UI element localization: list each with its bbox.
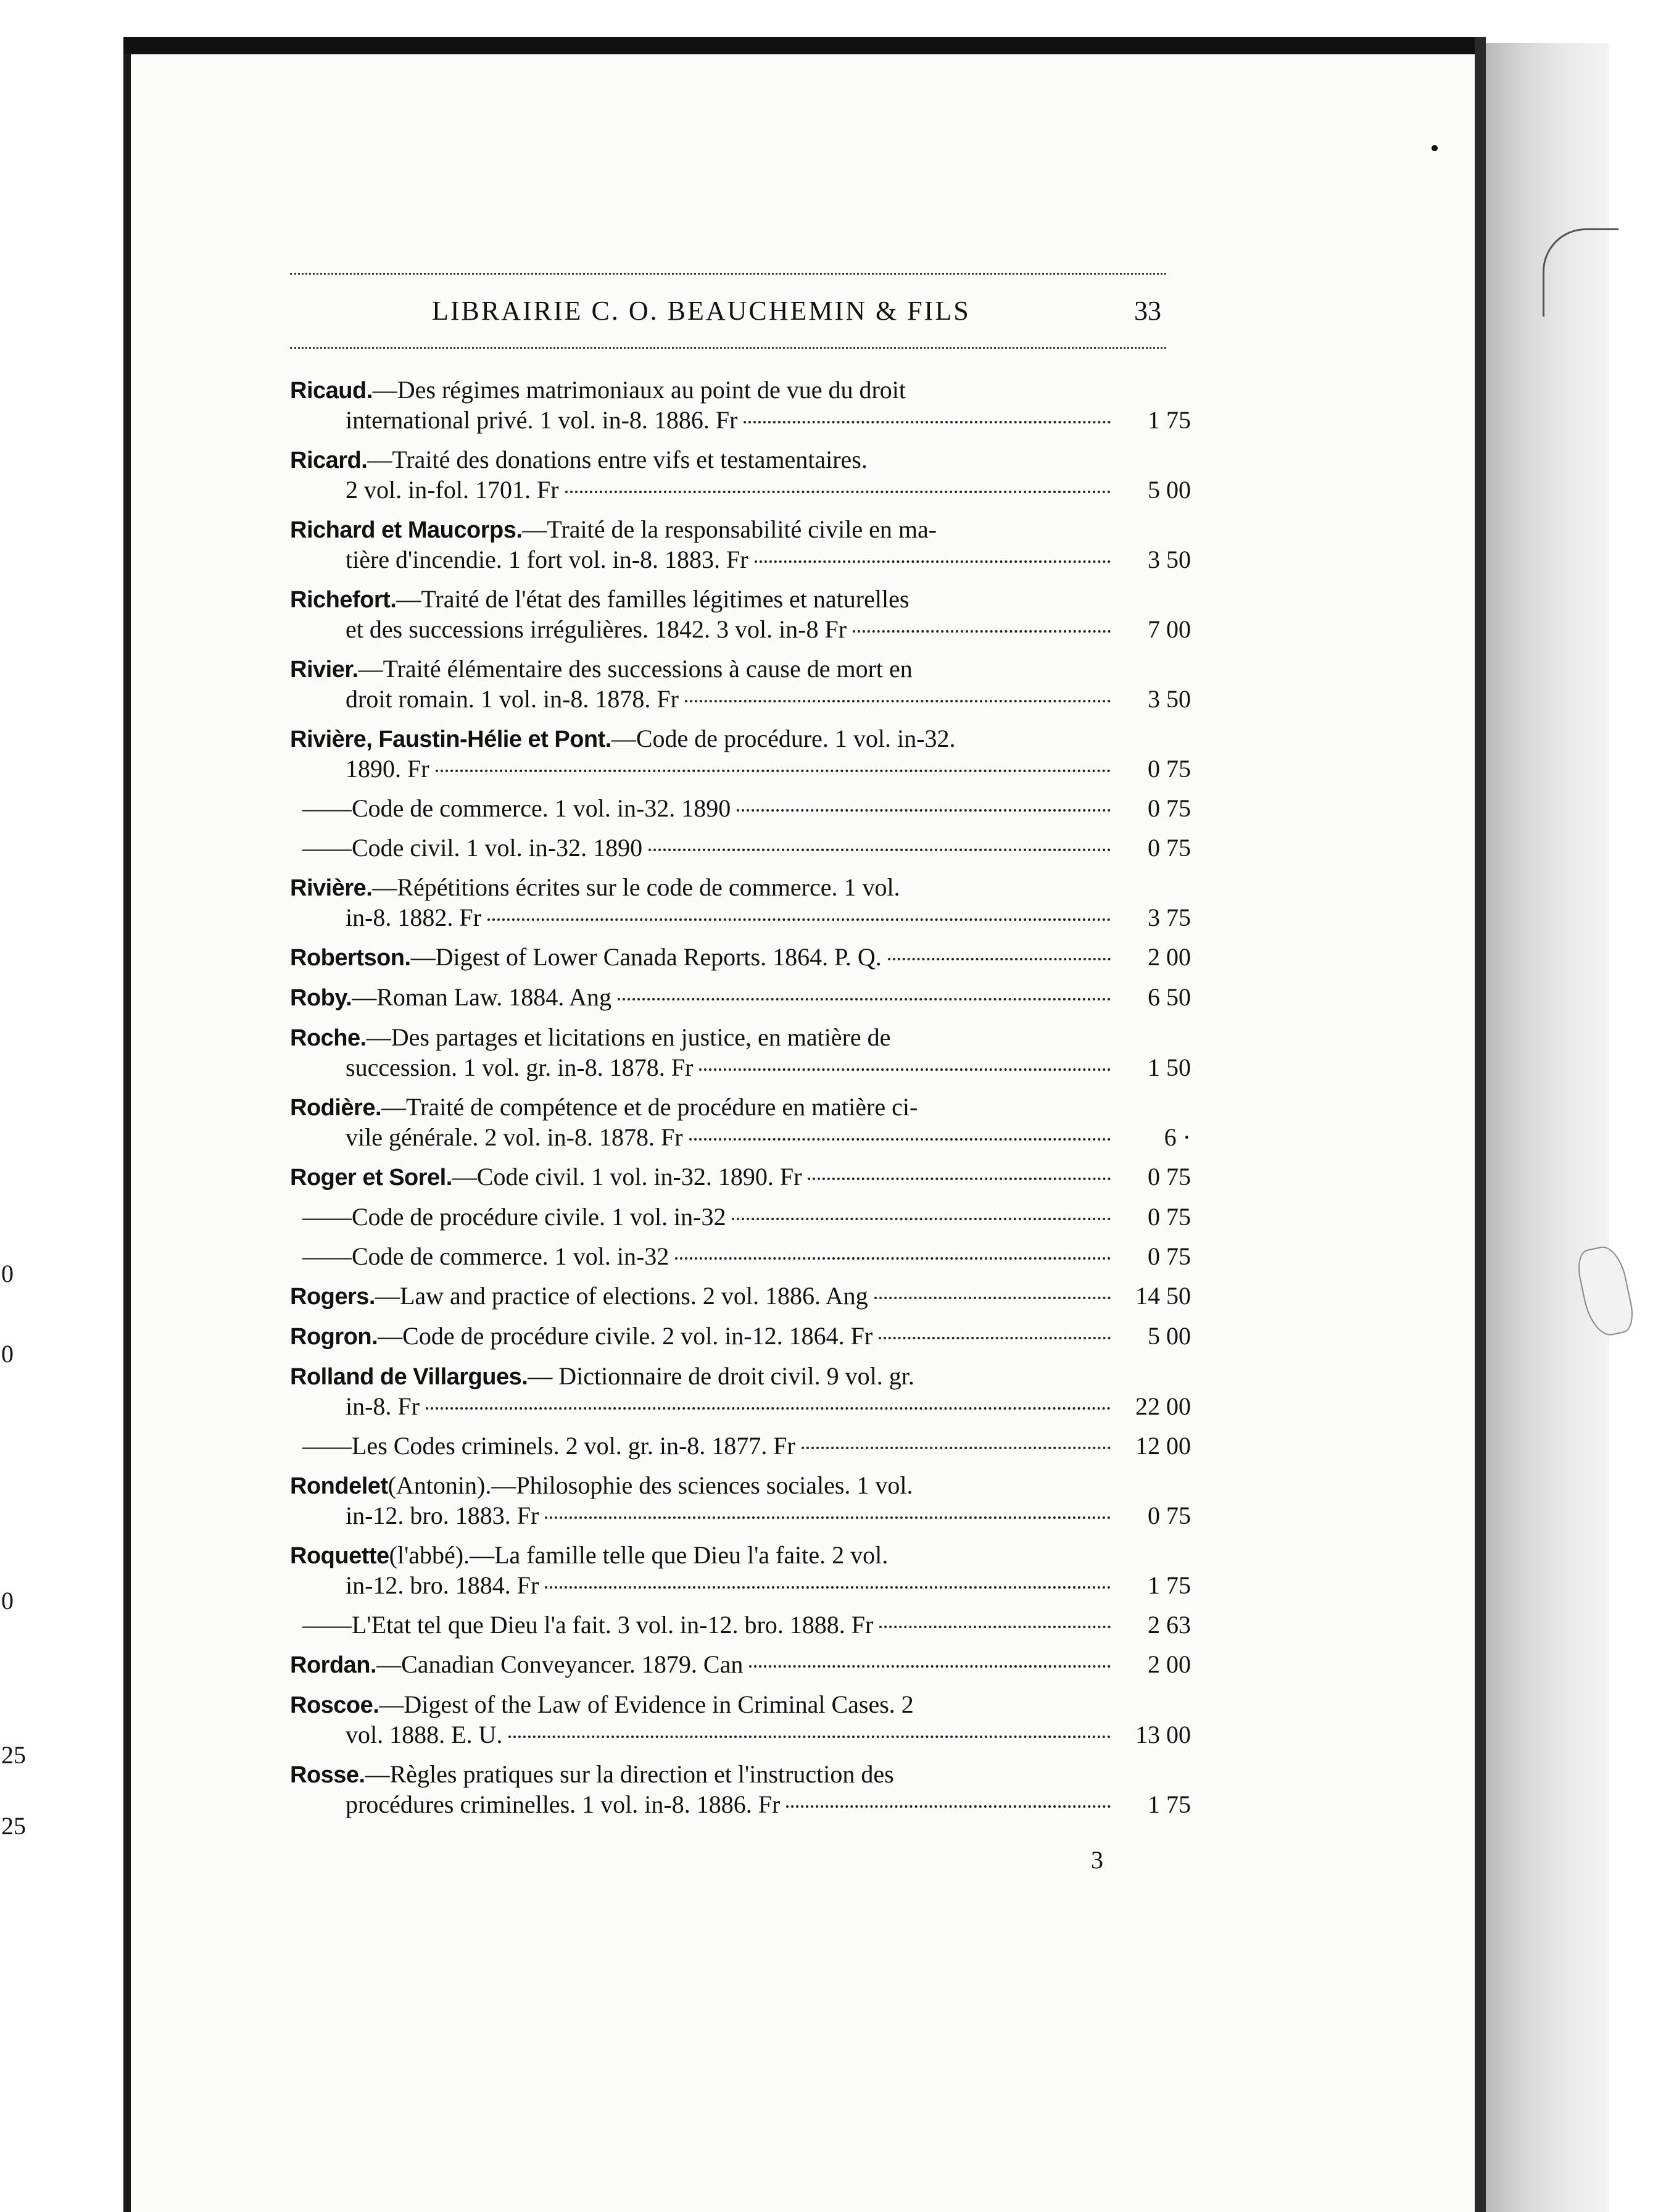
entry-line bbox=[290, 1123, 1191, 1152]
catalog-entry bbox=[290, 1202, 1191, 1232]
entry-author: Rondelet bbox=[290, 1473, 388, 1499]
entry-author: Rivière, Faustin-Hélie et Pont. bbox=[290, 726, 611, 752]
left-fragment: 25 bbox=[1, 1812, 26, 1840]
entry-line bbox=[290, 794, 1191, 823]
entry-line bbox=[290, 903, 1191, 933]
entry-price: 3 50 bbox=[1148, 685, 1191, 713]
entry-price: 14 50 bbox=[1135, 1282, 1191, 1310]
entry-line bbox=[290, 1362, 1191, 1392]
entry-line bbox=[290, 445, 1191, 475]
entry-author: Rivière. bbox=[290, 875, 373, 901]
leader-dots bbox=[874, 1297, 1111, 1299]
entry-price: 7 00 bbox=[1148, 615, 1191, 643]
header-rule-top bbox=[290, 273, 1166, 275]
catalog-entry bbox=[290, 654, 1191, 714]
entry-author: Richard et Maucorps. bbox=[290, 517, 523, 543]
catalog-entry bbox=[290, 1540, 1191, 1600]
leader-dots bbox=[732, 1218, 1111, 1220]
entry-price: 1 50 bbox=[1148, 1054, 1191, 1081]
entry-line bbox=[290, 1281, 1191, 1312]
entry-line bbox=[290, 1760, 1191, 1790]
entry-title: —Code de procédure. 1 vol. in-32. bbox=[611, 725, 956, 752]
entry-line bbox=[290, 1321, 1191, 1352]
page-edge-shadow bbox=[1486, 43, 1609, 2212]
entry-title: (Antonin).—Philosophie des sciences sociales. 1 vol. bbox=[387, 1471, 913, 1499]
catalog-entry bbox=[290, 1092, 1191, 1152]
catalog-entry bbox=[290, 873, 1191, 933]
leader-dots bbox=[508, 1736, 1111, 1738]
entry-line bbox=[290, 1501, 1191, 1531]
leader-dots bbox=[749, 1665, 1111, 1668]
catalog-entry bbox=[290, 794, 1191, 823]
leader-dots bbox=[685, 700, 1111, 702]
entry-price: 3 50 bbox=[1148, 546, 1191, 573]
catalog-entry bbox=[290, 375, 1191, 435]
catalog-entry bbox=[290, 1690, 1191, 1750]
entry-line bbox=[290, 1571, 1191, 1600]
leader-dots bbox=[755, 560, 1111, 563]
entry-title: —Digest of the Law of Evidence in Criminal Cases. 2 bbox=[379, 1690, 914, 1718]
catalog-entry bbox=[290, 724, 1191, 784]
entry-price: 22 00 bbox=[1135, 1392, 1191, 1420]
entry-author: Rolland de Villargues. bbox=[290, 1364, 528, 1390]
entry-price: 13 00 bbox=[1135, 1721, 1191, 1748]
entry-line bbox=[290, 1431, 1191, 1461]
entry-price: 0 75 bbox=[1148, 1502, 1191, 1529]
page-number: 33 bbox=[1134, 296, 1161, 326]
catalog-entry bbox=[290, 1023, 1191, 1083]
entry-title: ——Code de procédure civile. 1 vol. in-32 bbox=[302, 1203, 726, 1231]
entry-author: Roger et Sorel. bbox=[290, 1165, 452, 1191]
entry-line bbox=[290, 1610, 1191, 1640]
entry-price: 1 75 bbox=[1148, 406, 1191, 434]
entry-price: 5 00 bbox=[1148, 476, 1191, 504]
entry-title: ——Les Codes criminels. 2 vol. gr. in-8. 1877. Fr bbox=[302, 1432, 795, 1460]
entry-line bbox=[290, 1650, 1191, 1680]
entry-line bbox=[290, 1690, 1191, 1720]
catalog-entry bbox=[290, 1321, 1191, 1352]
entry-line bbox=[290, 1053, 1191, 1083]
leader-dots bbox=[786, 1805, 1111, 1808]
entry-title: —Répétitions écrites sur le code de commerce. 1 vol. bbox=[372, 873, 900, 901]
entry-title: —Law and practice of elections. 2 vol. 1886. Ang bbox=[375, 1282, 868, 1310]
entry-title: — Dictionnaire de droit civil. 9 vol. gr. bbox=[528, 1362, 914, 1390]
entry-author: Rosse. bbox=[290, 1762, 365, 1788]
running-head: LIBRAIRIE C. O. BEAUCHEMIN & FILS bbox=[432, 296, 971, 326]
entry-detail: droit romain. 1 vol. in-8. 1878. Fr bbox=[346, 685, 679, 713]
leader-dots bbox=[426, 1407, 1111, 1410]
entry-line bbox=[290, 1242, 1191, 1271]
entry-author: Roche. bbox=[290, 1025, 367, 1051]
entry-line bbox=[290, 1092, 1191, 1123]
entry-line bbox=[290, 1023, 1191, 1053]
catalog-entry bbox=[290, 833, 1191, 863]
entry-price: 5 00 bbox=[1148, 1322, 1191, 1350]
entry-price: 3 75 bbox=[1148, 904, 1191, 931]
entry-detail: in-12. bro. 1884. Fr bbox=[346, 1571, 539, 1599]
catalog-entry bbox=[290, 515, 1191, 575]
entry-author: Roscoe. bbox=[290, 1692, 379, 1718]
entry-line bbox=[290, 615, 1191, 644]
entry-line bbox=[290, 1202, 1191, 1232]
entry-line bbox=[290, 1162, 1191, 1192]
leader-dots bbox=[808, 1178, 1111, 1180]
catalog-entry bbox=[290, 1650, 1191, 1680]
entry-price: 0 75 bbox=[1148, 794, 1191, 822]
catalog-list bbox=[290, 375, 1191, 1829]
left-fragment: 0 bbox=[1, 1260, 14, 1287]
leader-dots bbox=[699, 1068, 1111, 1071]
leader-dots bbox=[853, 630, 1111, 633]
catalog-entry bbox=[290, 445, 1191, 505]
catalog-entry bbox=[290, 1760, 1191, 1819]
entry-title: ——Code de commerce. 1 vol. in-32 bbox=[302, 1242, 669, 1270]
entry-price: 6 · bbox=[1164, 1123, 1191, 1151]
entry-title: (l'abbé).—La famille telle que Dieu l'a faite. 2 vol. bbox=[389, 1541, 889, 1569]
entry-detail: vile générale. 2 vol. in-8. 1878. Fr bbox=[346, 1123, 683, 1151]
entry-detail: vol. 1888. E. U. bbox=[346, 1721, 503, 1748]
entry-title: —Traité de compétence et de procédure en matière ci- bbox=[381, 1093, 918, 1121]
entry-price: 0 75 bbox=[1148, 834, 1191, 862]
entry-line bbox=[290, 1392, 1191, 1421]
entry-line bbox=[290, 942, 1191, 973]
leader-dots bbox=[565, 491, 1111, 493]
entry-line bbox=[290, 1471, 1191, 1501]
entry-title: —Traité des donations entre vifs et testamentaires. bbox=[367, 446, 868, 473]
entry-detail: tière d'incendie. 1 fort vol. in-8. 1883. Fr bbox=[346, 546, 748, 573]
left-fragment: 0 bbox=[1, 1587, 14, 1615]
catalog-entry bbox=[290, 942, 1191, 973]
entry-price: 0 75 bbox=[1148, 755, 1191, 783]
entry-author: Rogers. bbox=[290, 1284, 375, 1310]
entry-line bbox=[290, 724, 1191, 754]
entry-line bbox=[290, 1790, 1191, 1819]
entry-line bbox=[290, 545, 1191, 575]
signature-mark: 3 bbox=[1091, 1846, 1103, 1874]
entry-price: 6 50 bbox=[1148, 983, 1191, 1011]
leader-dots bbox=[618, 998, 1111, 1000]
entry-detail: et des successions irrégulières. 1842. 3 vol. in-8 Fr bbox=[346, 615, 847, 643]
previous-page-strip bbox=[0, 0, 123, 2212]
catalog-entry bbox=[290, 1162, 1191, 1192]
entry-author: Rogron. bbox=[290, 1324, 378, 1350]
entry-price: 2 63 bbox=[1148, 1611, 1191, 1639]
entry-author: Roquette bbox=[290, 1543, 389, 1569]
entry-price: 2 00 bbox=[1148, 943, 1191, 971]
catalog-entry bbox=[290, 983, 1191, 1013]
page-curl bbox=[1543, 228, 1618, 317]
entry-line bbox=[290, 584, 1191, 615]
entry-detail: 2 vol. in-fol. 1701. Fr bbox=[346, 476, 559, 504]
entry-title: —Code de procédure civile. 2 vol. in-12. 1864. Fr bbox=[378, 1322, 873, 1350]
leader-dots bbox=[737, 809, 1111, 812]
catalog-entry bbox=[290, 1610, 1191, 1640]
entry-price: 0 75 bbox=[1148, 1203, 1191, 1231]
entry-author: Ricaud. bbox=[290, 378, 373, 404]
entry-title: —Traité élémentaire des successions à cause de mort en bbox=[358, 655, 913, 683]
entry-line bbox=[290, 405, 1191, 435]
entry-line bbox=[290, 654, 1191, 684]
entry-title: —Règles pratiques sur la direction et l'instruction des bbox=[365, 1760, 894, 1788]
header-rule-bottom bbox=[290, 347, 1166, 349]
book-gutter bbox=[123, 37, 131, 2212]
entry-title: —Roman Law. 1884. Ang bbox=[352, 983, 611, 1011]
leader-dots bbox=[675, 1257, 1111, 1260]
left-fragment: 0 bbox=[1, 1340, 14, 1368]
leader-dots bbox=[802, 1447, 1111, 1449]
entry-line bbox=[290, 873, 1191, 903]
entry-line bbox=[290, 375, 1191, 405]
entry-detail: succession. 1 vol. gr. in-8. 1878. Fr bbox=[346, 1054, 694, 1081]
entry-line bbox=[290, 754, 1191, 784]
catalog-entry bbox=[290, 1281, 1191, 1312]
leader-dots bbox=[744, 421, 1111, 423]
entry-line bbox=[290, 983, 1191, 1013]
entry-line bbox=[290, 515, 1191, 545]
entry-line bbox=[290, 833, 1191, 863]
entry-detail: 1890. Fr bbox=[346, 755, 429, 783]
entry-line bbox=[290, 1540, 1191, 1571]
entry-price: 12 00 bbox=[1135, 1432, 1191, 1460]
entry-author: Robertson. bbox=[290, 945, 411, 971]
entry-detail: procédures criminelles. 1 vol. in-8. 1886. Fr bbox=[346, 1790, 781, 1818]
entry-line bbox=[290, 684, 1191, 714]
catalog-entry bbox=[290, 584, 1191, 644]
entry-detail: in-8. 1882. Fr bbox=[346, 904, 481, 931]
entry-author: Ricard. bbox=[290, 447, 368, 473]
entry-price: 0 75 bbox=[1148, 1163, 1191, 1191]
entry-detail: in-12. bro. 1883. Fr bbox=[346, 1502, 539, 1529]
catalog-entry bbox=[290, 1242, 1191, 1271]
entry-author: Rivier. bbox=[290, 657, 358, 683]
entry-title: —Code civil. 1 vol. in-32. 1890. Fr bbox=[452, 1163, 802, 1191]
entry-line bbox=[290, 1720, 1191, 1750]
leader-dots bbox=[545, 1516, 1111, 1519]
entry-detail: international privé. 1 vol. in-8. 1886. Fr bbox=[346, 406, 738, 434]
entry-price: 1 75 bbox=[1148, 1790, 1191, 1818]
ink-dot bbox=[1432, 145, 1438, 151]
entry-title: —Des régimes matrimoniaux au point de vue du droit bbox=[372, 376, 906, 404]
leader-dots bbox=[689, 1138, 1111, 1141]
entry-title: —Des partages et licitations en justice, en matière de bbox=[366, 1023, 891, 1051]
leader-dots bbox=[487, 918, 1111, 921]
leader-dots bbox=[888, 958, 1111, 960]
entry-title: —Digest of Lower Canada Reports. 1864. P. Q. bbox=[410, 943, 882, 971]
page-top-edge bbox=[123, 37, 1481, 54]
entry-title: —Canadian Conveyancer. 1879. Can bbox=[376, 1650, 744, 1678]
entry-title: ——Code de commerce. 1 vol. in-32. 1890 bbox=[302, 794, 731, 822]
catalog-entry bbox=[290, 1431, 1191, 1461]
entry-author: Rordan. bbox=[290, 1652, 377, 1678]
leader-dots bbox=[436, 770, 1111, 772]
entry-title: —Traité de la responsabilité civile en ma- bbox=[522, 515, 937, 543]
entry-title: ——L'Etat tel que Dieu l'a fait. 3 vol. in-12. bro. 1888. Fr bbox=[302, 1611, 874, 1639]
entry-author: Richefort. bbox=[290, 587, 397, 613]
entry-author: Rodière. bbox=[290, 1095, 382, 1121]
leader-dots bbox=[545, 1586, 1111, 1589]
entry-author: Roby. bbox=[290, 985, 352, 1011]
entry-line bbox=[290, 475, 1191, 505]
entry-price: 1 75 bbox=[1148, 1571, 1191, 1599]
leader-dots bbox=[879, 1337, 1111, 1339]
left-fragment: 25 bbox=[1, 1741, 26, 1769]
entry-title: ——Code civil. 1 vol. in-32. 1890 bbox=[302, 834, 643, 862]
entry-price: 0 75 bbox=[1148, 1242, 1191, 1270]
leader-dots bbox=[879, 1626, 1111, 1628]
catalog-entry bbox=[290, 1362, 1191, 1421]
entry-title: —Traité de l'état des familles légitimes et naturelles bbox=[396, 585, 910, 613]
page-right-edge bbox=[1475, 37, 1486, 2212]
entry-price: 2 00 bbox=[1148, 1650, 1191, 1678]
leader-dots bbox=[649, 849, 1111, 851]
entry-detail: in-8. Fr bbox=[346, 1392, 420, 1420]
catalog-entry bbox=[290, 1471, 1191, 1531]
